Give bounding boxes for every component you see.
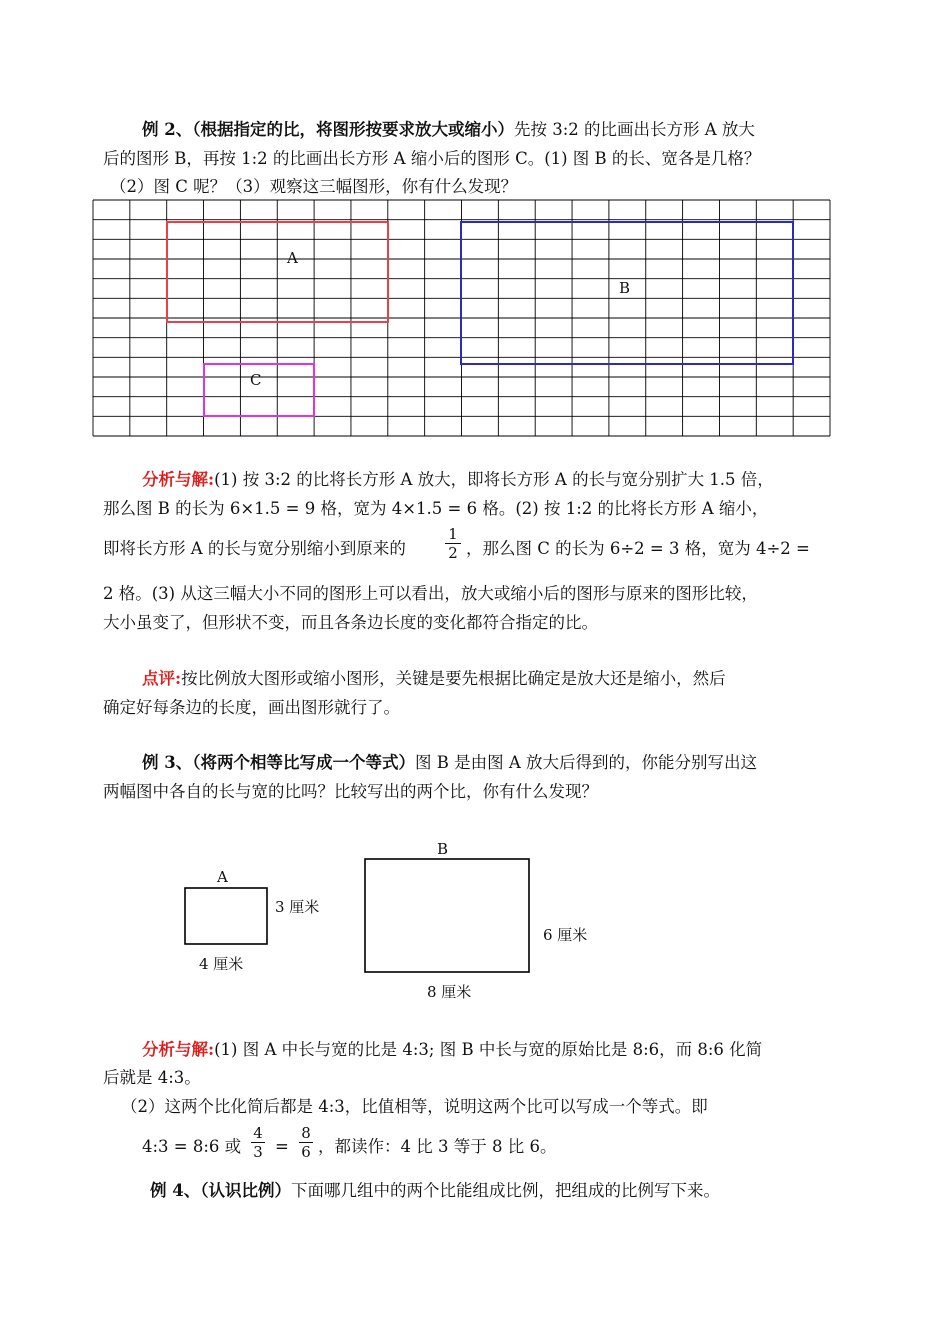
fig-b-height: 6 厘米 bbox=[543, 926, 588, 944]
analysis1-text1: (1) 按 3:2 的比将长方形 A 放大，即将长方形 A 的长与宽分别扩大 1.5 倍， bbox=[214, 470, 774, 489]
ex2-line1-rest: 先按 3:2 的比画出长方形 A 放大 bbox=[513, 120, 755, 139]
rect-c-label: C bbox=[250, 371, 262, 389]
frac-num: 1 bbox=[448, 525, 458, 543]
comment-line2: 确定好每条边的长度，画出图形就行了。 bbox=[103, 698, 400, 717]
analysis1-line3a: 即将长方形 A 的长与宽分别缩小到原来的 bbox=[103, 539, 406, 558]
analysis1-line4: 2 格。(3) 从这三幅大小不同的图形上可以看出，放大或缩小后的图形与原来的图形比较， bbox=[103, 584, 758, 603]
fig-b-rect bbox=[365, 859, 529, 972]
ex2-title: 例 2、（根据指定的比，将图形按要求放大或缩小） bbox=[142, 120, 514, 139]
ex2-line3: （2）图 C 呢？（3）观察这三幅图形，你有什么发现？ bbox=[110, 177, 518, 196]
analysis2-text1: (1) 图 A 中长与宽的比是 4:3; 图 B 中长与宽的原始比是 8:6，而 8:6 化简 bbox=[214, 1040, 763, 1059]
ex4-title: 例 4、（认识比例） bbox=[150, 1181, 291, 1200]
ex4-line1 bbox=[150, 1180, 720, 1202]
ex2-line2: 后的图形 B，再按 1:2 的比画出长方形 A 缩小后的图形 C。(1) 图 B 的长、宽各是几格？ bbox=[103, 149, 761, 168]
fig-a-rect bbox=[185, 888, 267, 944]
fraction-4-3 bbox=[251, 1124, 265, 1161]
fig-a-height: 3 厘米 bbox=[275, 898, 320, 916]
analysis1-line5: 大小虽变了，但形状不变，而且各条边长度的变化都符合指定的比。 bbox=[103, 613, 598, 632]
frac-den: 2 bbox=[445, 543, 461, 562]
frac1-den: 3 bbox=[251, 1142, 265, 1161]
analysis1-line2: 那么图 B 的长为 6×1.5 = 9 格，宽为 4×1.5 = 6 格。(2) 按 1:2 的比将长方形 A 缩小， bbox=[103, 499, 769, 518]
fig-b-width: 8 厘米 bbox=[427, 983, 472, 1001]
frac2-num: 8 bbox=[301, 1124, 311, 1142]
fig-a-label: A bbox=[217, 868, 228, 886]
fig-b-label: B bbox=[437, 840, 449, 858]
rect-a-label: A bbox=[287, 249, 298, 267]
analysis2-line4b: ，都读作：4 比 3 等于 8 比 6。 bbox=[318, 1137, 557, 1156]
analysis2-line1 bbox=[142, 1039, 762, 1061]
analysis2-eq: = bbox=[275, 1137, 289, 1156]
analysis2-line2: 后就是 4:3。 bbox=[103, 1068, 201, 1087]
frac2-den: 6 bbox=[299, 1142, 313, 1161]
analysis2-line4a: 4:3 = 8:6 或 bbox=[142, 1137, 242, 1156]
analysis1-line3b: ，那么图 C 的长为 6÷2 = 3 格，宽为 4÷2 = bbox=[466, 539, 810, 558]
analysis2-line3: （2）这两个比化简后都是 4:3，比值相等，说明这两个比可以写成一个等式。即 bbox=[121, 1097, 708, 1116]
rect-b-label: B bbox=[619, 279, 631, 297]
frac1-num: 4 bbox=[253, 1124, 263, 1142]
ex4-line1-rest: 下面哪几组中的两个比能组成比例，把组成的比例写下来。 bbox=[290, 1181, 720, 1200]
comment-label: 点评: bbox=[142, 669, 182, 688]
comment-text1: 按比例放大图形或缩小图形，关键是要先根据比确定是放大还是缩小，然后 bbox=[181, 669, 726, 688]
fraction-8-6 bbox=[299, 1124, 313, 1161]
analysis1-label: 分析与解: bbox=[142, 470, 215, 489]
ex3-line1-rest: 图 B 是由图 A 放大后得到的，你能分别写出这 bbox=[414, 753, 758, 772]
fig-a-width: 4 厘米 bbox=[199, 955, 244, 973]
analysis2-label: 分析与解: bbox=[142, 1040, 215, 1059]
ex3-line2: 两幅图中各自的长与宽的比吗？比较写出的两个比，你有什么发现？ bbox=[103, 782, 598, 801]
ex3-title: 例 3、（将两个相等比写成一个等式） bbox=[142, 753, 415, 772]
